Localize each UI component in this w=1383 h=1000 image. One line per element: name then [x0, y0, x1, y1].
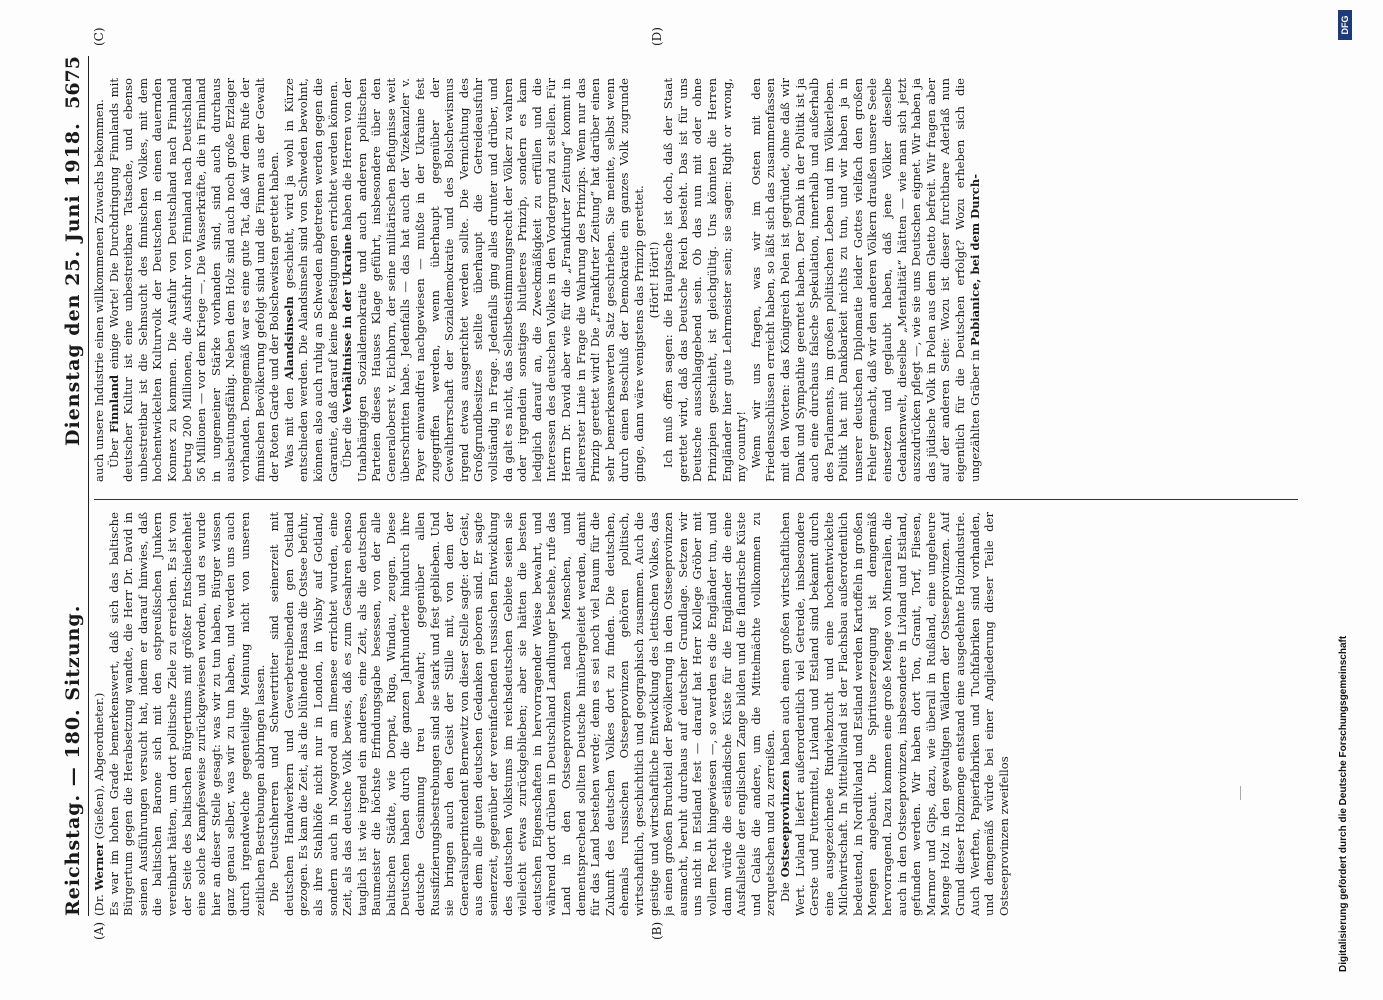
header-date: Dienstag den 25. Juni 1918. — [62, 122, 84, 446]
page-header — [60, 56, 89, 916]
paragraph: Es war im hohen Grade bemerkenswert, daß sich das baltische Bürgertum gegen die Herabsetzung wandte, die Herr Dr. David in seinen Ausführungen versucht hat, indem er darauf hinwies, daß die baltischen Barone sich mit den ostpreußischen Junkern vereinbart hätten, um dort politische Ziele zu erreichen. Es ist von der Seite des baltischen Bürgertums mit größter Entschiedenheit eine solche Kampfesweise zurückgewiesen worden, und es wurde hier an dieser Stelle gesagt: was wir zu tun haben, Bürger wissen ganz genau selber, was wir zu tun haben, und werden uns auch durch irgendwelche gegenteilige Meinung nicht von unseren zeitlichen Bestrebungen abbringen lassen. — [106, 512, 267, 916]
paragraph: auch unsere Industrie einen willkommenen Zuwachs bekommen. — [92, 99, 106, 482]
speaker-prefix: (Dr. — [92, 894, 106, 916]
paragraph: Die Deutschherren und Schwertritter sind seinerzeit mit deutschen Handwerkern und Gewerbetreibenden gen Ostland gezogen. Es kam die Zeit, als die blühende Hansa die Ostsee befuhr, als ihre Stahlhöfe nicht nur in London, in Wisby auf Gotland, sondern auch in Nowgorod am Ilmensee errichtet wurden, eine Zeit, als das deutsche Volk bewies, daß es zum Gesahren ebenso tauglich ist wie irgend ein anderes, eine Zeit, als die deutschen Baumeister die höchste Erfindungsgabe besessen, von der alle baltischen Städte, wie Dorpat, Riga, Windau, zeugen. Diese Deutschen haben durch die ganzen Jahrhunderte hindurch ihre deutsche Gesinnung treu bewahrt; gegenüber allen Russifizierungsbestrebungen sind sie stark und fest geblieben. Und sie bringen auch den Geist der Stille mit, von dem der Generalsuperintendent Bernewitz von dieser Stelle sagte: der Geist, aus dem alle guten deutschen Gedanken geboren sind. Er sagte seinerzeit, gegenüber der vereinfachenden russischen Entwicklung des deutschen Volkstums im reichsdeutschen Gebiete seien sie vielleicht etwas zurückgeblieben; aber sie hätten die besten deutschen Eigenschaften in hervorragender Weise bewahrt, und während dort drüben in Deutschland Landhunger bestehe, rufe das Land in den Ostseeprovinzen nach Menschen, und dementsprechend sollten Deutsche hinübergeleitet werden, damit für das Land bestehen werde; denn es sei noch viel Raum für die Zukunft des deutschen Volkes dort zu finden. Die deutschen, ehemals russischen Ostseeprovinzen gehören politisch, wirtschaftlich, geschichtlich und geographisch zusammen. Auch die geistige und wirtschaftliche Entwicklung des lettischen Volkes, das ja einen großen Bruchteil der Bevölkerung in den Ostseeprovinzen ausmacht, beruht durchaus auf deutscher Grundlage. Setzen wir uns nicht in Estland fest — darauf hat Herr Kollege Gröber mit vollem Recht hingewiesen —, so werden es die Engländer tun, und dann würde die estländische Küste für die Engländer die eine Ausfallstelle der englischen Zange bilden und die flandrische Küste und Calais die andere, um die Mittelmächte vollkommen zu zerquetschen und zu zerreißen. — [267, 512, 778, 916]
paragraph-text: Die — [777, 882, 792, 902]
margin-mark-a: (A) — [92, 921, 106, 940]
paragraph-text: Wenn wir uns fragen, was wir im Osten mit den Friedensschlüssen erreicht haben, so läßt sich das zusammenfassen mit den Worten: das Königreich Polen ist gegründet, ohne daß wir Dank und Sympathie geerntet haben. Der Dank in der Politik ist ja auch eine durchaus falsche Spekulation, innerhalb und außerhalb des Parlaments, im großen politischen Leben und im Völkerleben. Politik hat mit Dankbarkeit nichts zu tun, und wir haben ja in unserer deutschen Diplomatie leider Gottes vielfach den großen Fehler gemacht, daß wir den anderen Völkern draußen unsere Seele einsetzen und geglaubt haben, daß jene Völker dieselbe Gedankenwelt, dieselbe „Mentalität“ hätten — wie man sich jetzt auszudrücken pflegt —, wie sie uns Deutschen eignet. Wir haben ja das jüdische Volk in Polen aus dem Ghetto befreit. Wir fragen aber auf der anderen Seite: Wozu ist dieser furchtbare Aderlaß nun eigentlich für die Deutschen erfolgt? Wozu erheben sich die ungezählten Gräber in — [748, 78, 982, 482]
margin-mark-c: (C) — [92, 27, 106, 46]
paragraph — [778, 512, 1012, 916]
dfg-logo: DFG — [1338, 10, 1352, 40]
paragraph-text: geschieht, wird ja wohl in Kürze entschieden werden. Die Alandsinseln sind von Schweden bewohnt, können also auch ruhig an Schweden abgetreten werden gegen die Garantie, daß darauf keine Befestigungen errichtet werden können. — [281, 78, 340, 482]
paragraph — [340, 78, 646, 482]
emphasis-text: Pabianice, bei dem Durch- — [967, 173, 982, 346]
paragraph-text: einige Worte! Die Durchdringung Finnlands mit deutscher Kultur ist eine unbestreitbare Tatsache, und ebenso unbestreitbar ist die Sehnsucht des finnischen Volkes, mit dem hochentwickelten Kulturvolk der Deutschen in einen dauernden Konnex zu kommen. Die Ausfuhr von Deutschland nach Finnland betrug 200 Millionen, die Ausfuhr von Finnland nach Deutschland 56 Millionen — vor dem Kriege —. Die Wasserkräfte, die in Finnland in ungemeiner Stärke vorhanden sind, sind auch durchaus ausbeutungsfähig. Neben dem Holz sind auch noch große Erzlager vorhanden. Demgemäß war es eine gute Tat, daß wir dem Rufe der finnischen Bevölkerung gefolgt sind und die Finnen aus der Gewalt der Roten Garde und der Bolschewisten gerettet haben. — [106, 78, 282, 482]
page-number: 5675 — [62, 56, 84, 109]
column-divider — [94, 499, 1298, 500]
scan-speck — [1240, 786, 1241, 800]
speaker-line — [92, 512, 107, 916]
speaker-suffix: (Gießen), Abgeordneter.) — [92, 692, 106, 840]
paragraph-text: Was mit den — [281, 387, 296, 468]
paragraph-text: Über die — [340, 416, 355, 468]
paragraph-text: Über — [106, 438, 121, 468]
interjection: (Hört! Hört!) — [646, 241, 661, 319]
right-text-column — [92, 78, 1300, 482]
margin-mark-d: (D) — [650, 27, 664, 46]
paragraph-text: haben auch einen großen wirtschaftlichen Wert. Livland liefert außerordentlich viel Getreide, insbesondere Gerste und Futtermittel, Livland und Estland sind bekannt durch eine ausgezeichnete Rindviehzucht und eine hochentwickelte Milchwirtschaft. In Mittellivland ist der Flachsbau außerordentlich bedeutend, in Nordlivland und Estland werden Kartoffeln in großen Mengen angebaut. Die Spirituserzeugung ist demgemäß hervorragend. Dazu kommen eine große Menge von Mineralien, die auch in den Ostseeprovinzen, insbesondere in Livland und Estland, gefunden werden. Wir haben dort Ton, Granit, Torf, Fliesen, Marmor und Gips, dazu, wie überall in Rußland, eine ungeheure Menge Holz in den gewaltigen Wäldern der Ostseeprovinzen. Auf Grund dieser Holzmenge entstand eine ausgedehnte Holzindustrie. Auch Werften, Papierfabriken und Tuchfabriken sind vorhanden, und demgemäß würde bei einer Angliederung dieser Teile der Ostseeprovinzen zweifellos — [777, 512, 1011, 916]
emphasis-text: Ostseeprovinzen — [777, 770, 792, 878]
emphasis-text: Verhältnisse in der Ukraine — [340, 233, 355, 413]
paragraph — [107, 78, 282, 482]
margin-mark-b: (B) — [650, 921, 664, 940]
paragraph-text: haben die Herren von der Unabhängigen Sozialdemokratie und auch anderen politischen Parteien dieses Hauses Klage geführt, insbesondere über den Generaloberst v. Eichhorn, der seine militärischen Befugnisse weit überschritten habe. Jedenfalls — das hat auch der Vizekanzler v. Payer einwandfrei nachgewiesen — mußte in der Ukraine fest zugegriffen werden, wenn überhaupt gegenüber der Gewaltherrschaft der Sozialdemokratie und des Bolschewismus irgend etwas ausgerichtet werden sollte. Die Vernichtung des Großgrundbesitzes stellte überhaupt die Getreideausfuhr vollständig in Frage. Jedenfalls ging alles drunter und drüber, und da galt es nicht, das Selbstbestimmungsrecht der Völker zu wahren oder irgendein sonstiges blutleeres Prinzip, sondern es kam lediglich darauf an, die Zweckmäßigkeit zu erfüllen und die Interessen des deutschen Volkes in den Vordergrund zu stellen. Für Herrn Dr. David aber wie für die „Frankfurter Zeitung“ kommt in allererster Linie in Frage die Wahrung des Prinzips. Wenn nur das Prinzip gerettet wird! Die „Frankfurter Zeitung“ hat darüber einen sehr bemerkenswerten Satz geschrieben. Sie meinte, selbst wenn durch einen Beschluß der Demokratie ein ganzes Volk zugrunde ginge, dann wäre wenigstens das Prinzip gerettet. — [340, 78, 646, 482]
paragraph — [749, 78, 983, 482]
header-session: Reichstag. — 180. Sitzung. — [62, 604, 84, 916]
left-text-column — [92, 512, 1300, 916]
emphasis-text: Finnland — [106, 374, 121, 433]
digitization-note: Digitalisierung gefördert durch die Deutsche Forschungsgemeinschaft — [1338, 635, 1349, 972]
emphasis-text: Alandsinseln — [281, 296, 296, 380]
speaker-name: Werner — [92, 843, 106, 891]
paragraph — [282, 78, 340, 482]
paragraph: Ich muß offen sagen: die Hauptsache ist doch, daß der Staat gerettet wird, daß das Deutsche Reich besteht. Das ist für uns Deutsche ausschlaggebend sein. Ob das nun mit oder ohne Prinzipien geschieht, ist gleichgültig. Uns könnten die Herren Engländer hier gute Lehrmeister sein; sie sagen: Right or wrong, my country! — [661, 78, 749, 482]
